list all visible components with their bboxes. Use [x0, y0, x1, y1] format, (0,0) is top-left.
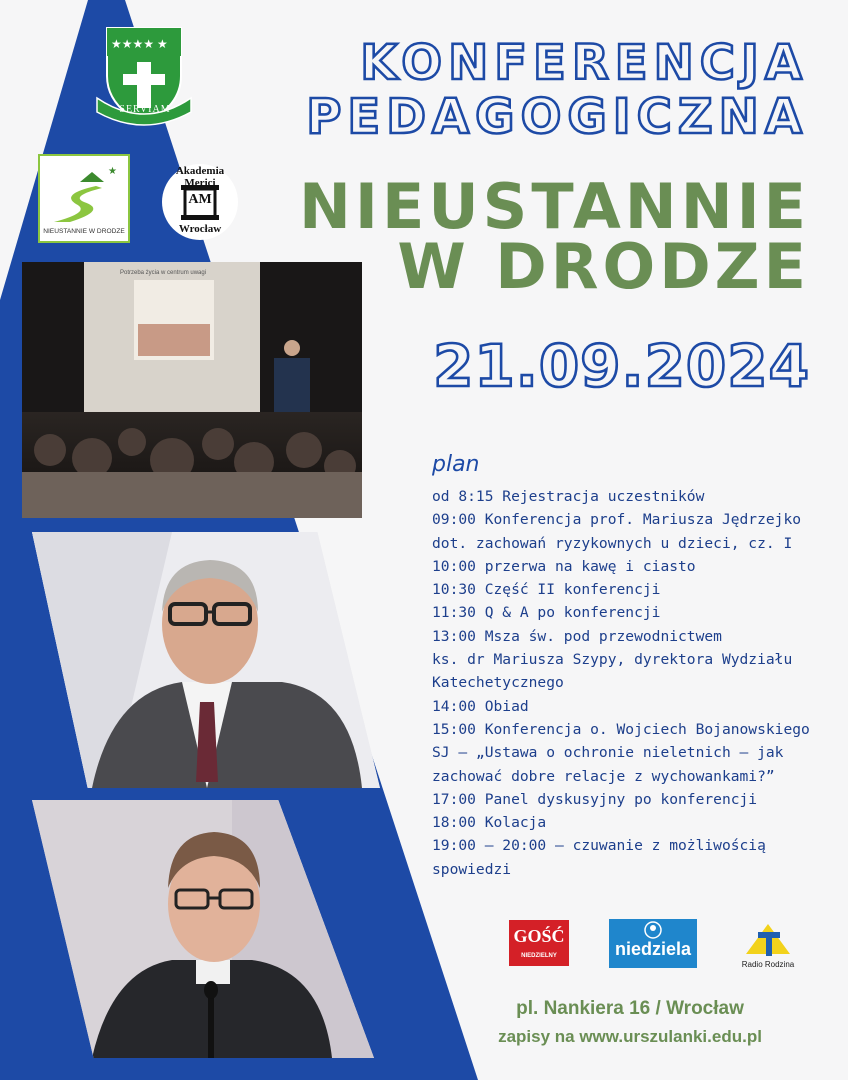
schedule-line: ks. dr Mariusza Szypy, dyrektora Wydziału: [432, 651, 793, 669]
schedule-line: 18:00 Kolacja: [432, 814, 547, 832]
schedule-line: 09:00 Konferencja prof. Mariusza Jędrzejko: [432, 511, 802, 529]
schedule-line: Katechetycznego: [432, 674, 564, 692]
schedule-list: [432, 485, 832, 881]
radio-rodzina-text: Radio Rodzina: [741, 960, 795, 969]
venue-address: pl. Nankiera 16 / Wrocław: [516, 998, 744, 1019]
signup-link[interactable]: zapisy na www.urszulanki.edu.pl: [498, 1027, 762, 1046]
schedule-line: 10:30 Część II konferencji: [432, 581, 661, 599]
akademia-monogram: AM: [188, 192, 212, 207]
radio-rodzina-logo: [738, 920, 798, 976]
schedule-line: 10:00 przerwa na kawę i ciasto: [432, 557, 696, 575]
serviam-motto: SERVIAM: [119, 104, 171, 115]
schedule-line: 19:00 – 20:00 – czuwanie z możliwością: [432, 837, 766, 855]
schedule-line: 15:00 Konferencja o. Wojciech Bojanowskiego: [432, 720, 810, 738]
gosc-logo-main: GOŚĆ: [513, 926, 565, 946]
theme-line-1: NIEUSTANNIE: [299, 170, 810, 243]
schedule-line: 14:00 Obiad: [432, 697, 529, 715]
akademia-bottom-text: Wrocław: [178, 223, 222, 235]
nieustannie-logo-caption: NIEUSTANNIE W DRODZE: [43, 228, 125, 235]
schedule-line: zachować dobre relacje z wychowankami?”: [432, 767, 775, 785]
schedule-line: SJ – „Ustawa o ochronie nieletnich – jak: [432, 744, 784, 762]
schedule-line: od 8:15 Rejestracja uczestników: [432, 488, 705, 505]
akademia-top-text: Akademia Merici: [175, 165, 225, 189]
schedule-line: 17:00 Panel dyskusyjny po konferencji: [432, 790, 758, 808]
conference-hall-photo: [22, 262, 362, 518]
projected-slide-heading: Potrzeba życia w centrum uwagi: [120, 270, 207, 276]
nieustannie-w-drodze-logo: [38, 154, 130, 243]
serviam-crest-logo: [95, 26, 193, 130]
svg-text:★★★★: ★★★★: [111, 37, 155, 51]
gosc-niedzielny-logo: [509, 920, 569, 966]
akademia-merici-logo: [155, 163, 245, 241]
title-line-2: PEDAGOGICZNA: [306, 89, 808, 145]
title-line-1: KONFERENCJA: [360, 35, 808, 91]
niedziela-logo: [609, 919, 697, 968]
schedule-line: 11:30 Q & A po konferencji: [432, 604, 661, 622]
schedule-line: 13:00 Msza św. pod przewodnictwem: [432, 627, 722, 645]
plan-heading: plan: [432, 452, 480, 477]
gosc-logo-sub: NIEDZIELNY: [521, 953, 557, 959]
theme-line-2: W DRODZE: [397, 230, 810, 303]
niedziela-logo-text: niedziela: [614, 939, 692, 959]
schedule-line: spowiedzi: [432, 860, 512, 878]
event-date: 21.09.2024: [433, 332, 810, 400]
svg-text:★: ★: [108, 166, 117, 177]
schedule-line: dot. zachowań ryzykownych u dzieci, cz. I: [432, 534, 793, 552]
svg-text:★: ★: [157, 37, 168, 51]
